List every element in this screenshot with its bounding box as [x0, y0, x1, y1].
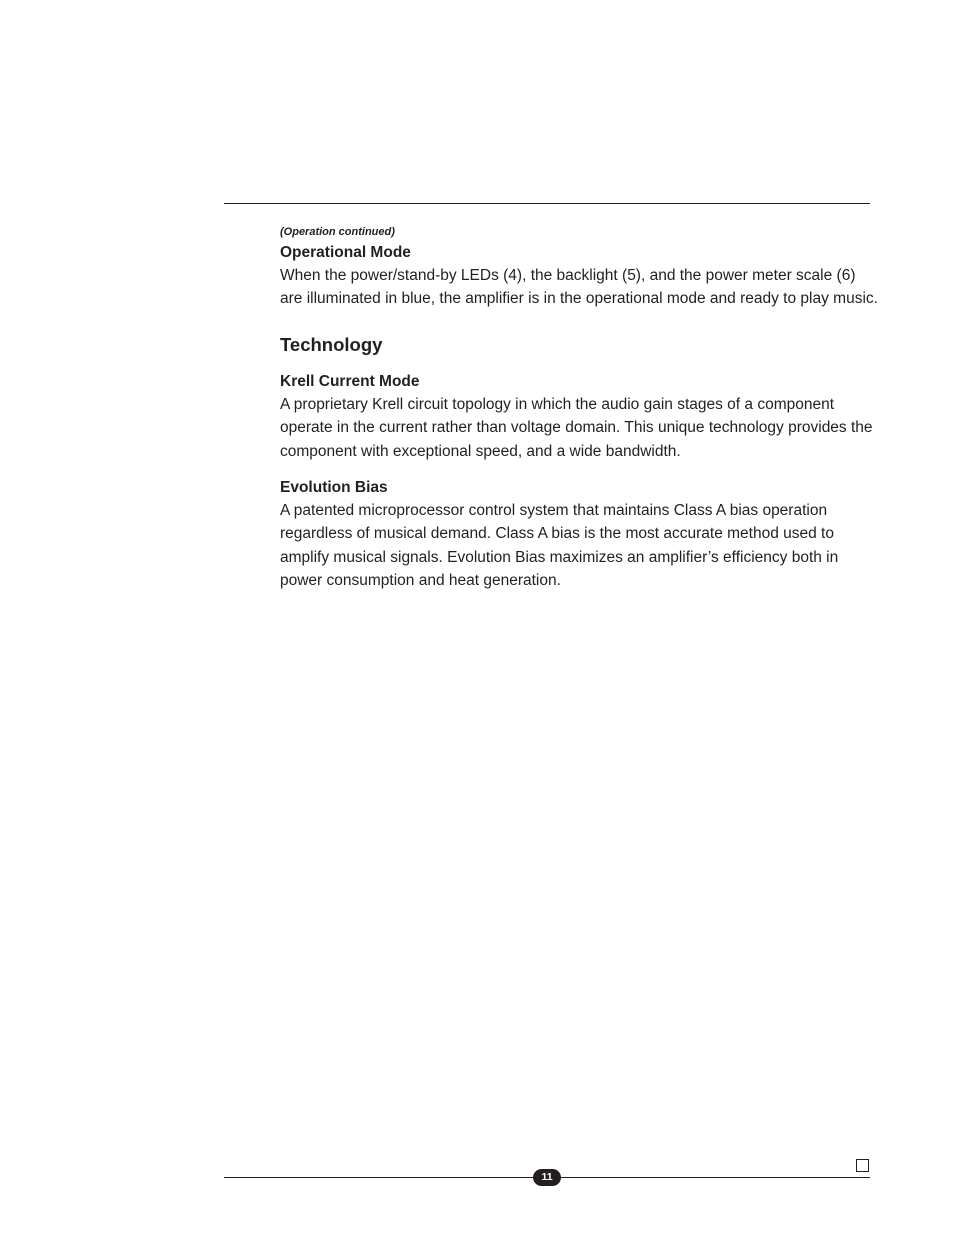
page-number-badge: 11	[533, 1169, 561, 1186]
continued-label: (Operation continued)	[280, 226, 395, 238]
krell-current-mode-heading: Krell Current Mode	[280, 372, 420, 390]
header-divider	[224, 203, 870, 204]
evolution-bias-body: A patented microprocessor control system that maintains Class A bias operation regardless of musical demand. Class A bias is the most accurate method used to amplify musical signals. Evolution Bias maximizes an amplifier’s efficiency both in power consumption and heat generation.	[280, 502, 839, 590]
operational-mode-body: When the power/stand-by LEDs (4), the backlight (5), and the power meter scale (6) are illuminated in blue, the amplifier is in the operational mode and ready to play music.	[280, 267, 878, 308]
evolution-bias-heading: Evolution Bias	[280, 479, 388, 497]
corner-square-icon	[856, 1159, 869, 1172]
operational-mode-heading: Operational Mode	[280, 244, 411, 261]
technology-title: Technology	[280, 333, 383, 355]
krell-current-mode-body: A proprietary Krell circuit topology in which the audio gain stages of a component operate in the current rather than voltage domain. This unique technology provides the component with exceptional speed, and a wide bandwidth.	[280, 395, 873, 460]
page-content	[280, 223, 880, 593]
